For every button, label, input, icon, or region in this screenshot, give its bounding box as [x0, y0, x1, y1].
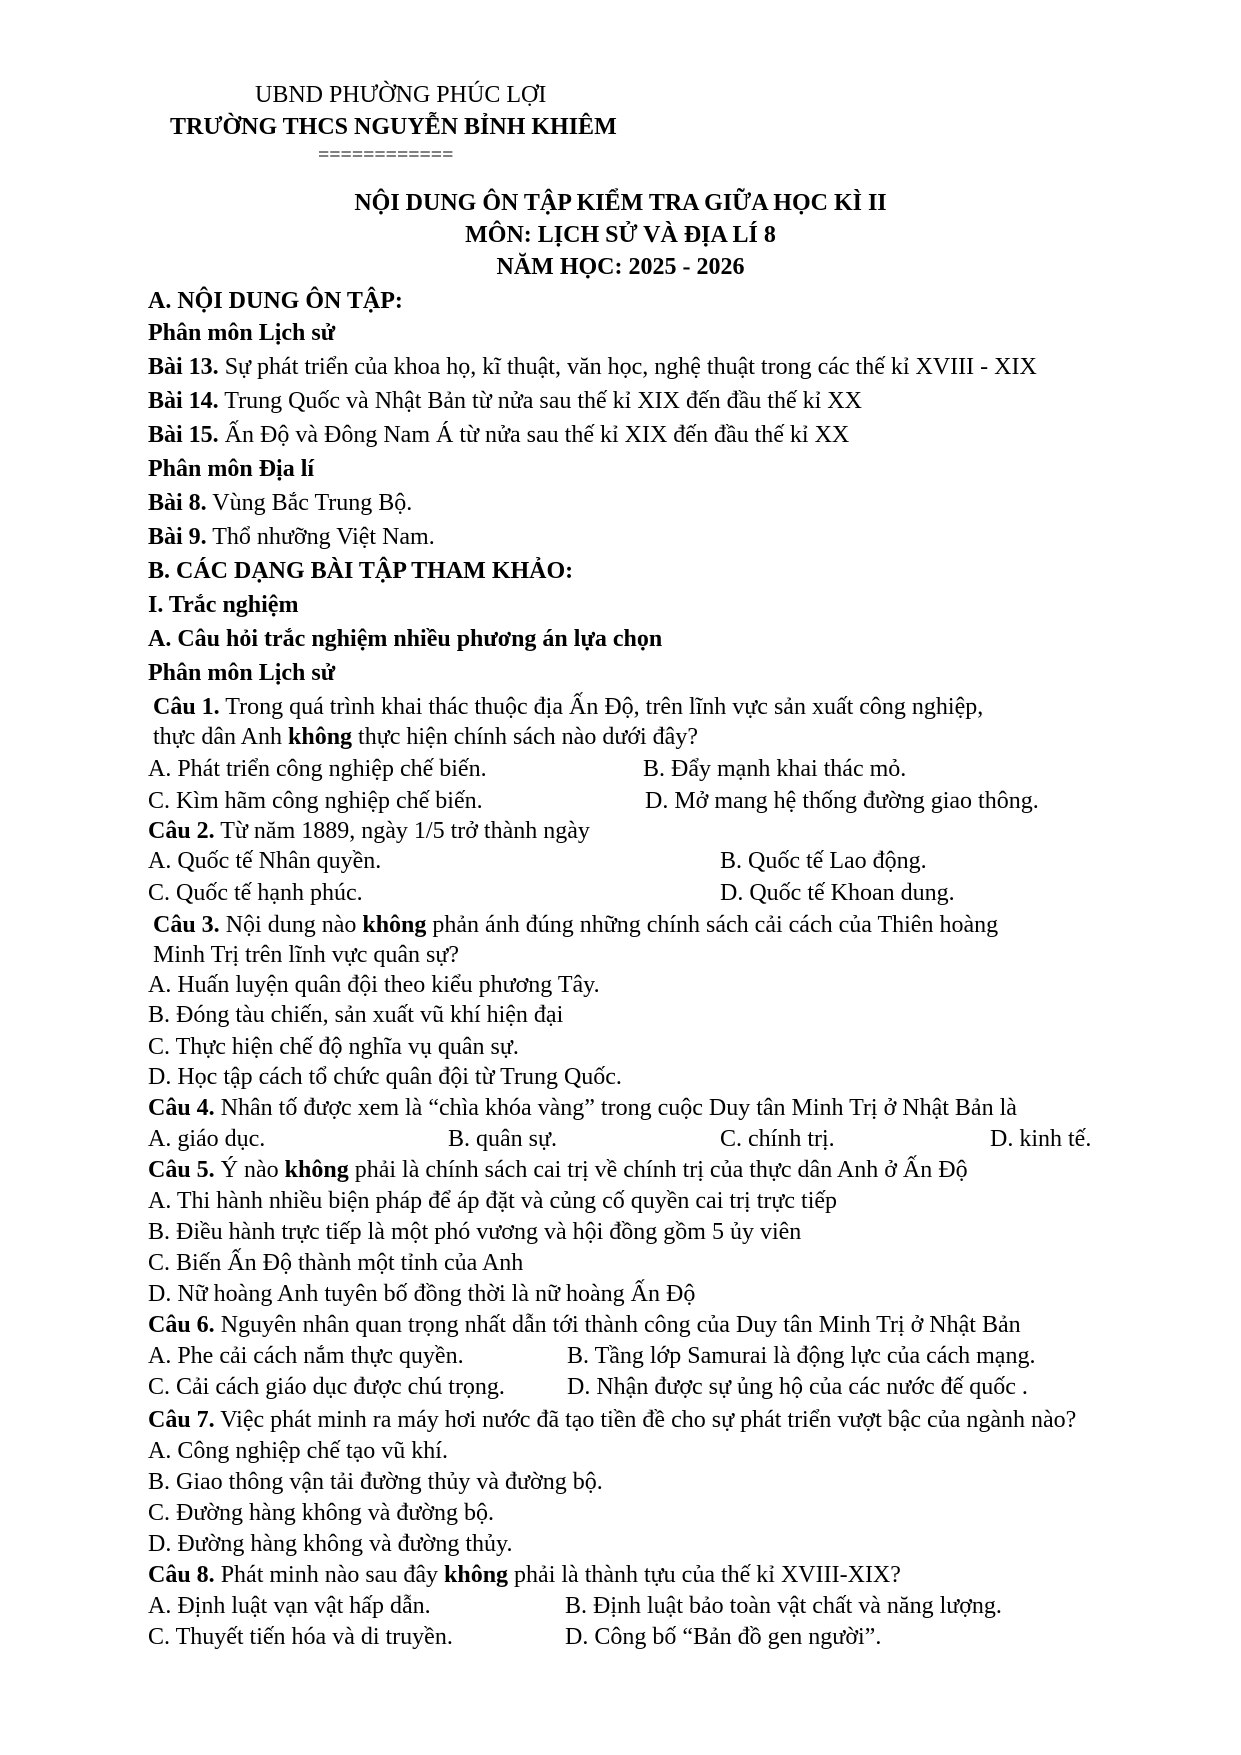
- question-6-option-b: B. Tầng lớp Samurai là động lực của cách mạng.: [567, 1343, 1036, 1369]
- question-7: Câu 7. Việc phát minh ra máy hơi nước đã tạo tiền đề cho sự phát triển vượt bậc của ngành nào?: [148, 1407, 1077, 1433]
- question-2: Câu 2. Từ năm 1889, ngày 1/5 trở thành ngày: [148, 818, 590, 844]
- question-4: Câu 4. Nhân tố được xem là “chìa khóa vàng” trong cuộc Duy tân Minh Trị ở Nhật Bản là: [148, 1095, 1017, 1121]
- question-4-option-b: B. quân sự.: [448, 1126, 558, 1152]
- school-year: NĂM HỌC: 2025 - 2026: [496, 254, 745, 280]
- multiple-choice-heading: A. Câu hỏi trắc nghiệm nhiều phương án lựa chọn: [148, 626, 663, 652]
- authority-name: UBND PHƯỜNG PHÚC LỢI: [255, 82, 547, 108]
- history-mc-subheading: Phân môn Lịch sử: [148, 660, 336, 686]
- question-7-option-a: A. Công nghiệp chế tạo vũ khí.: [148, 1438, 448, 1464]
- header-separator: ============: [318, 144, 454, 166]
- question-5: Câu 5. Ý nào không phải là chính sách cai trị về chính trị của thực dân Anh ở Ấn Độ: [148, 1157, 968, 1183]
- question-4-option-d: D. kinh tế.: [990, 1126, 1092, 1152]
- question-6-option-a: A. Phe cải cách nắm thực quyền.: [148, 1343, 464, 1369]
- section-b-heading: B. CÁC DẠNG BÀI TẬP THAM KHẢO:: [148, 558, 574, 584]
- question-7-option-c: C. Đường hàng không và đường bộ.: [148, 1500, 495, 1526]
- subject-title: MÔN: LỊCH SỬ VÀ ĐỊA LÍ 8: [465, 222, 776, 248]
- question-7-option-d: D. Đường hàng không và đường thủy.: [148, 1531, 513, 1557]
- question-3-option-d: D. Học tập cách tổ chức quân đội từ Trung Quốc.: [148, 1064, 622, 1090]
- lesson-13: Bài 13. Sự phát triển của khoa họ, kĩ thuật, văn học, nghệ thuật trong các thế kỉ XVIII - XIX: [148, 354, 1037, 380]
- question-3-option-b: B. Đóng tàu chiến, sản xuất vũ khí hiện đại: [148, 1002, 564, 1028]
- question-2-option-c: C. Quốc tế hạnh phúc.: [148, 880, 363, 906]
- question-1-cont: thực dân Anh không thực hiện chính sách nào dưới đây?: [153, 724, 698, 750]
- document-title: NỘI DUNG ÔN TẬP KIỂM TRA GIỮA HỌC KÌ II: [354, 190, 887, 216]
- question-3-option-a: A. Huấn luyện quân đội theo kiểu phương Tây.: [148, 972, 600, 998]
- question-2-option-a: A. Quốc tế Nhân quyền.: [148, 848, 382, 874]
- question-1-option-d: D. Mở mang hệ thống đường giao thông.: [645, 788, 1039, 814]
- question-8-option-a: A. Định luật vạn vật hấp dẫn.: [148, 1593, 431, 1619]
- question-4-option-a: A. giáo dục.: [148, 1126, 266, 1152]
- question-7-option-b: B. Giao thông vận tải đường thủy và đường bộ.: [148, 1469, 603, 1495]
- school-name: TRƯỜNG THCS NGUYỄN BỈNH KHIÊM: [170, 114, 617, 140]
- lesson-8: Bài 8. Vùng Bắc Trung Bộ.: [148, 490, 413, 516]
- geography-subheading: Phân môn Địa lí: [148, 456, 315, 482]
- question-3-option-c: C. Thực hiện chế độ nghĩa vụ quân sự.: [148, 1034, 519, 1060]
- question-6-option-d: D. Nhận được sự ủng hộ của các nước đế quốc .: [567, 1374, 1028, 1400]
- lesson-9: Bài 9. Thổ nhưỡng Việt Nam.: [148, 524, 435, 550]
- history-subheading: Phân môn Lịch sử: [148, 320, 336, 346]
- question-5-option-a: A. Thi hành nhiều biện pháp để áp đặt và củng cố quyền cai trị trực tiếp: [148, 1188, 838, 1214]
- question-1-option-a: A. Phát triển công nghiệp chế biến.: [148, 756, 487, 782]
- question-1: Câu 1. Trong quá trình khai thác thuộc địa Ấn Độ, trên lĩnh vực sản xuất công nghiệp,: [153, 694, 984, 720]
- question-8-option-b: B. Định luật bảo toàn vật chất và năng lượng.: [565, 1593, 1002, 1619]
- part-1-heading: I. Trắc nghiệm: [148, 592, 299, 618]
- question-8: Câu 8. Phát minh nào sau đây không phải là thành tựu của thế kỉ XVIII-XIX?: [148, 1562, 901, 1588]
- question-2-option-d: D. Quốc tế Khoan dung.: [720, 880, 955, 906]
- section-a-heading: A. NỘI DUNG ÔN TẬP:: [148, 288, 403, 314]
- question-8-option-d: D. Công bố “Bản đồ gen người”.: [565, 1624, 882, 1650]
- question-5-option-b: B. Điều hành trực tiếp là một phó vương và hội đồng gồm 5 ủy viên: [148, 1219, 802, 1245]
- question-8-option-c: C. Thuyết tiến hóa và di truyền.: [148, 1624, 453, 1650]
- lesson-15: Bài 15. Ấn Độ và Đông Nam Á từ nửa sau thế kỉ XIX đến đầu thế kỉ XX: [148, 422, 850, 448]
- question-3: Câu 3. Nội dung nào không phản ánh đúng những chính sách cải cách của Thiên hoàng: [153, 912, 999, 938]
- question-3-cont: Minh Trị trên lĩnh vực quân sự?: [153, 942, 460, 968]
- question-6: Câu 6. Nguyên nhân quan trọng nhất dẫn tới thành công của Duy tân Minh Trị ở Nhật Bản: [148, 1312, 1021, 1338]
- question-5-option-d: D. Nữ hoàng Anh tuyên bố đồng thời là nữ hoàng Ấn Độ: [148, 1281, 696, 1307]
- question-4-option-c: C. chính trị.: [720, 1126, 835, 1152]
- question-1-option-c: C. Kìm hãm công nghiệp chế biến.: [148, 788, 483, 814]
- question-1-option-b: B. Đẩy mạnh khai thác mỏ.: [643, 756, 907, 782]
- question-5-option-c: C. Biến Ấn Độ thành một tỉnh của Anh: [148, 1250, 524, 1276]
- question-2-option-b: B. Quốc tế Lao động.: [720, 848, 927, 874]
- question-6-option-c: C. Cải cách giáo dục được chú trọng.: [148, 1374, 505, 1400]
- lesson-14: Bài 14. Trung Quốc và Nhật Bản từ nửa sau thế kỉ XIX đến đầu thế kỉ XX: [148, 388, 862, 414]
